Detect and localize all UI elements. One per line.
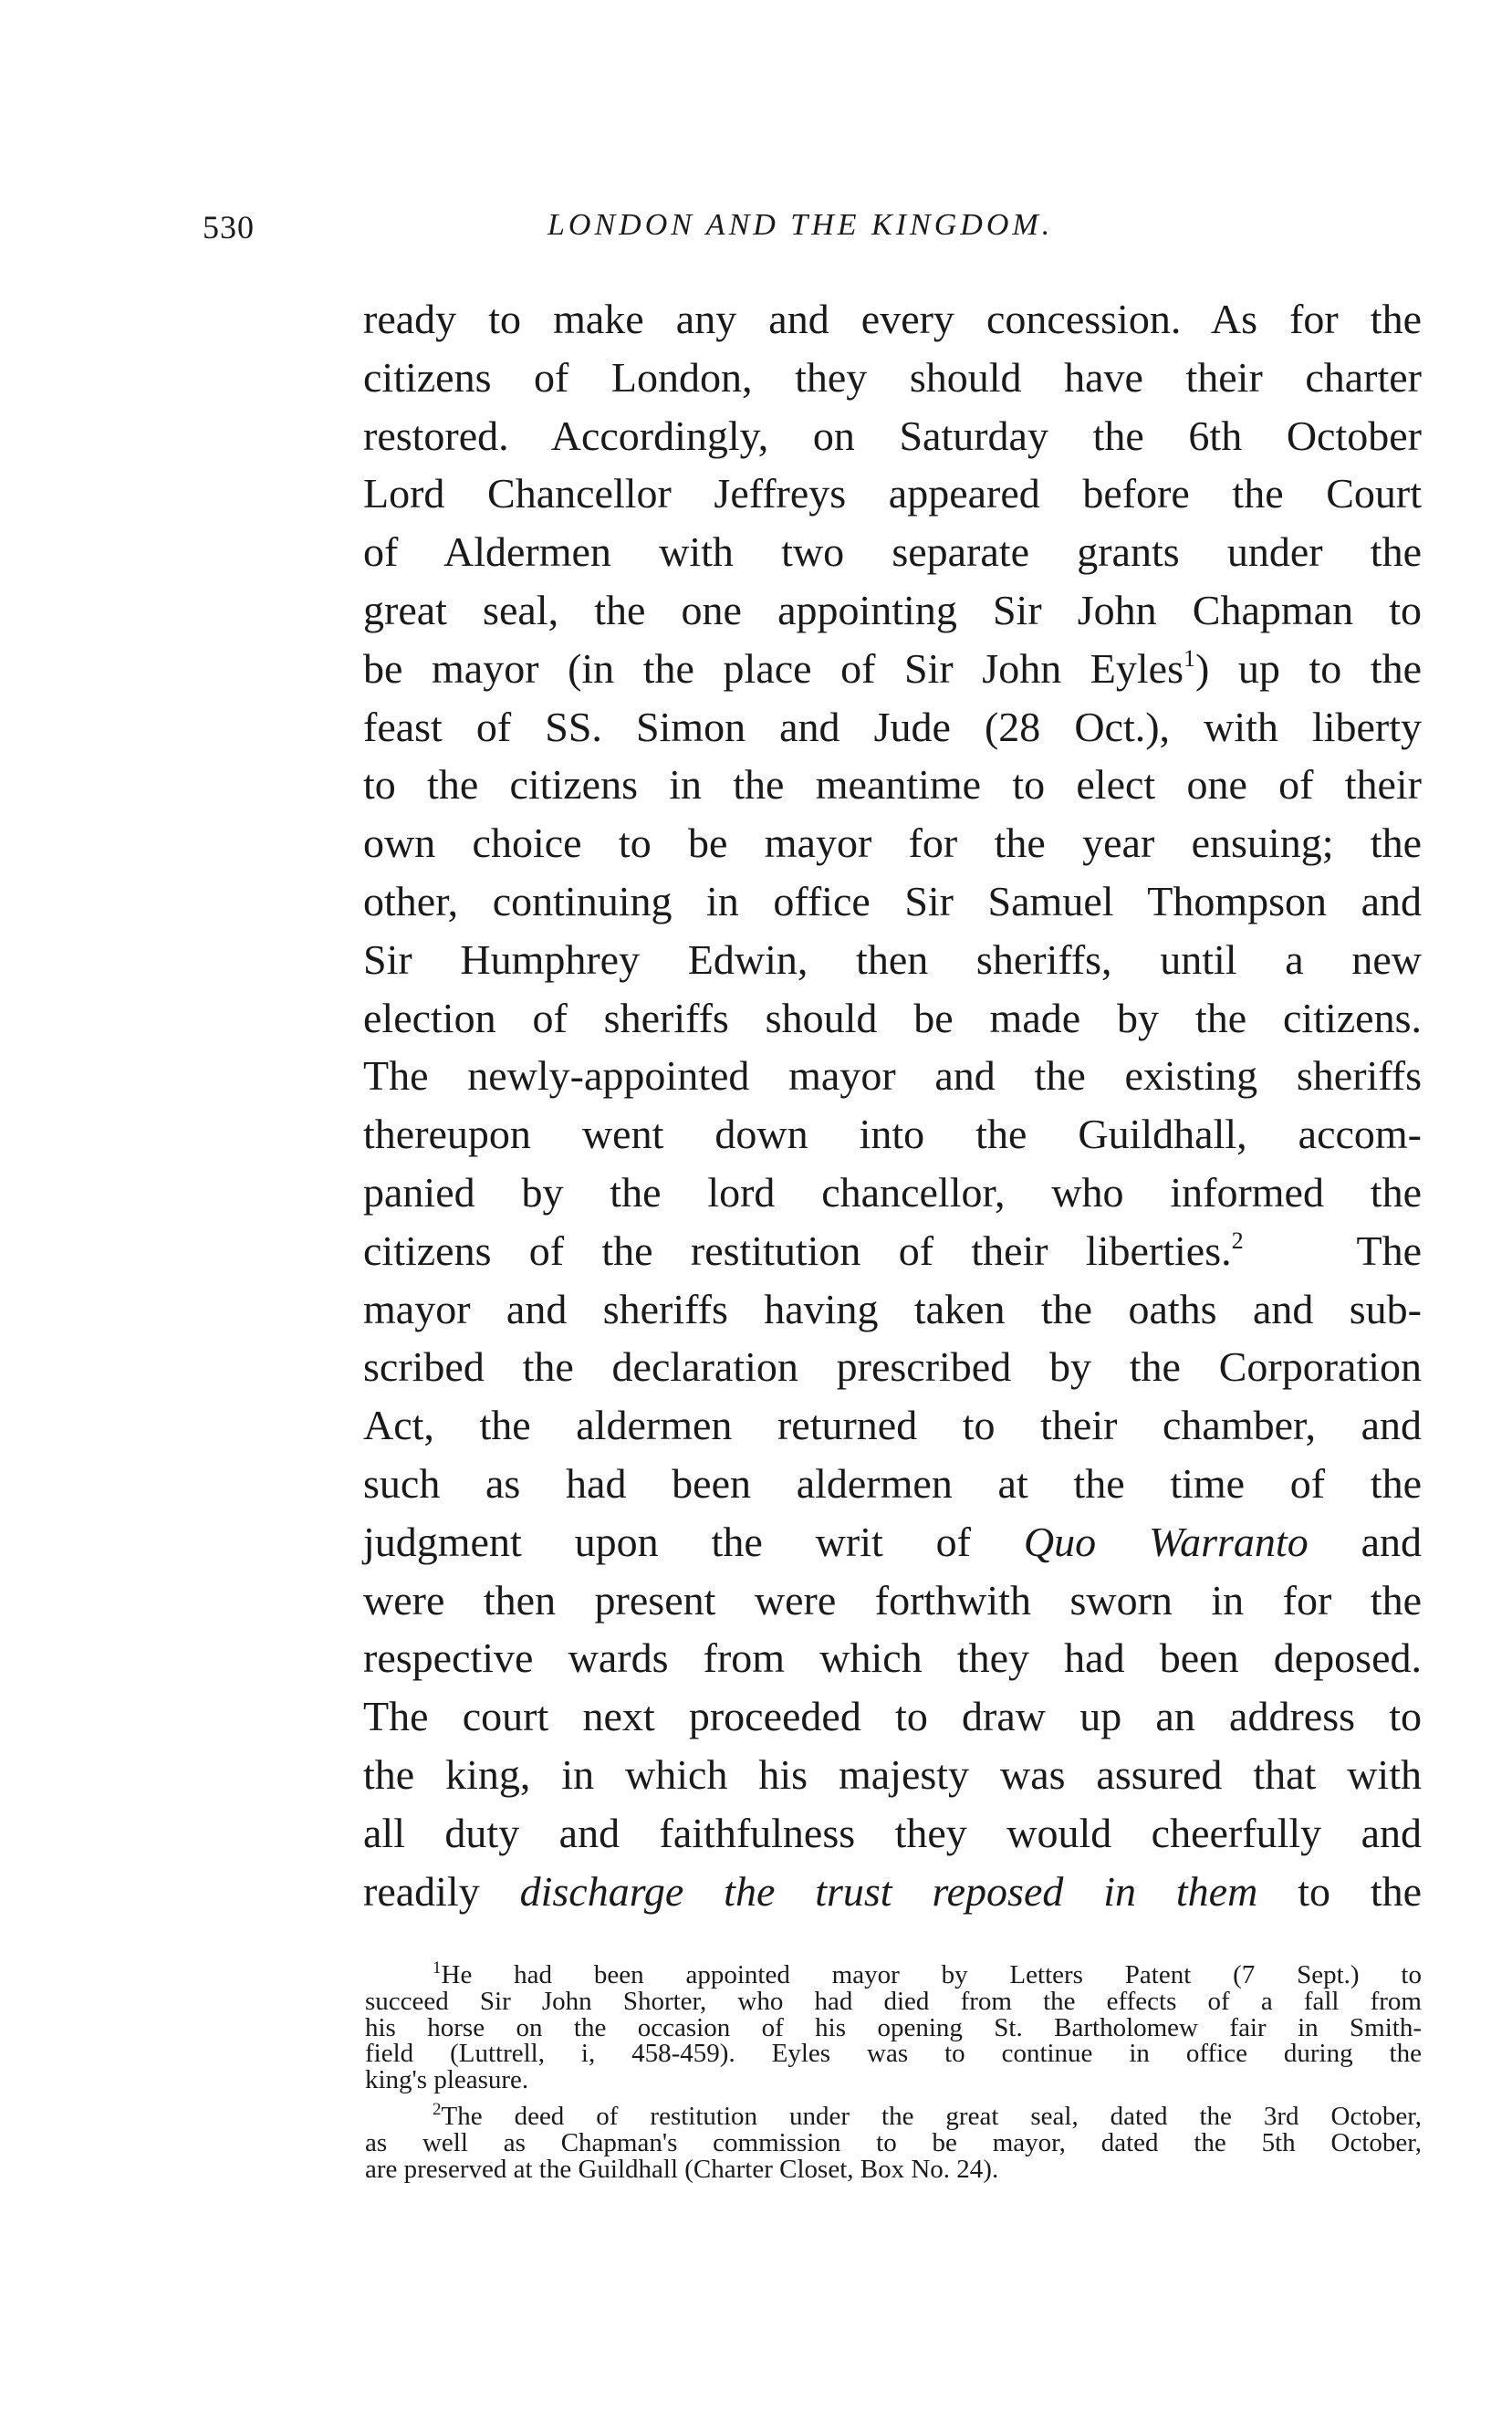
body-line: other, continuing in office Sir Samuel Thompson and [363,877,1422,924]
body-line: were then present were forthwith sworn in for the [363,1576,1422,1624]
body-text [363,290,1422,1920]
footnote-ref-1: 1 [1183,644,1195,672]
body-line: respective wards from which they had been deposed. [363,1634,1422,1682]
body-line: The court next proceeded to draw up an address to [363,1693,1422,1740]
body-line: restored. Accordingly, on Saturday the 6th October [363,412,1422,459]
footnote-line [365,2099,1422,2131]
footnote-text: He had been appointed mayor by Letters Patent (7 Sept.) to [441,1960,1422,1989]
footnote-line: his horse on the occasion of his opening St. Bartholomew fair in Smith- [365,2012,1422,2042]
footnote-ref-2: 2 [1231,1227,1244,1254]
italic-phrase: Quo Warranto [1023,1518,1309,1565]
body-line-segment: readily [363,1867,480,1915]
footnote-line: succeed Sir John Shorter, who had died from the effects of a fall from [365,1986,1422,2016]
body-line: thereupon went down into the Guildhall, accom- [363,1111,1422,1158]
footnote-line [365,1958,1422,1989]
body-line: Lord Chancellor Jeffreys appeared before the Court [363,470,1422,517]
footnote-marker-1: 1 [433,1958,442,1978]
footnote-marker-2: 2 [433,2099,442,2119]
body-line-segment: The [1356,1227,1423,1274]
body-line-segment: judgment upon the writ of [363,1518,971,1565]
footnote-line: are preserved at the Guildhall (Charter Closet, Box No. 24). [365,2154,999,2184]
footnote-text: The deed of restitution under the great seal, dated the 3rd October, [441,2101,1422,2131]
body-line: citizens of London, they should have their charter [363,353,1422,401]
running-title: LONDON AND THE KINGDOM. [547,208,1054,242]
body-line: Act, the aldermen returned to their chamber, and [363,1402,1422,1449]
body-line: of Aldermen with two separate grants under the [363,528,1422,576]
body-line: great seal, the one appointing Sir John Chapman to [363,586,1422,633]
body-line-segment: and [1361,1518,1423,1565]
italic-phrase: discharge the trust reposed in them [519,1867,1258,1915]
body-line [363,1513,1422,1571]
body-line-segment: citizens of the restitution of their liberties. [363,1227,1232,1274]
body-line: Sir Humphrey Edwin, then sheriffs, until a new [363,935,1422,983]
body-line [363,640,1422,698]
footnote-line: king's pleasure. [365,2065,529,2095]
body-line: the king, in which his majesty was assured that with [363,1750,1422,1798]
footnote-line: field (Luttrell, i, 458-459). Eyles was to continue in office during the [365,2039,1422,2069]
body-line: panied by the lord chancellor, who informed the [363,1168,1422,1216]
body-line [363,1222,1422,1280]
body-line: to the citizens in the meantime to elect one of their [363,761,1422,809]
body-line: mayor and sheriffs having taken the oaths and sub- [363,1285,1422,1332]
body-line: ready to make any and every concession. As for the [363,296,1422,342]
body-line: election of sheriffs should be made by the citizens. [363,994,1422,1041]
body-line: scribed the declaration prescribed by the Corporation [363,1343,1422,1391]
body-line [363,1863,1422,1921]
body-line: The newly-appointed mayor and the existing sheriffs [363,1052,1422,1100]
footnote-line: as well as Chapman's commission to be mayor, dated the 5th October, [365,2127,1422,2157]
body-line: such as had been aldermen at the time of the [363,1459,1422,1507]
body-line: own choice to be mayor for the year ensuing; the [363,820,1422,867]
footnotes [365,1958,1422,2184]
body-line: feast of SS. Simon and Jude (28 Oct.), with liberty [363,703,1422,750]
page-number: 530 [203,209,255,245]
body-line-segment: be mayor (in the place of Sir John Eyles [363,644,1184,692]
body-line-segment: ) up to the [1194,644,1423,692]
body-line: all duty and faithfulness they would cheerfully and [363,1809,1422,1856]
body-line-segment: to the [1298,1867,1423,1915]
